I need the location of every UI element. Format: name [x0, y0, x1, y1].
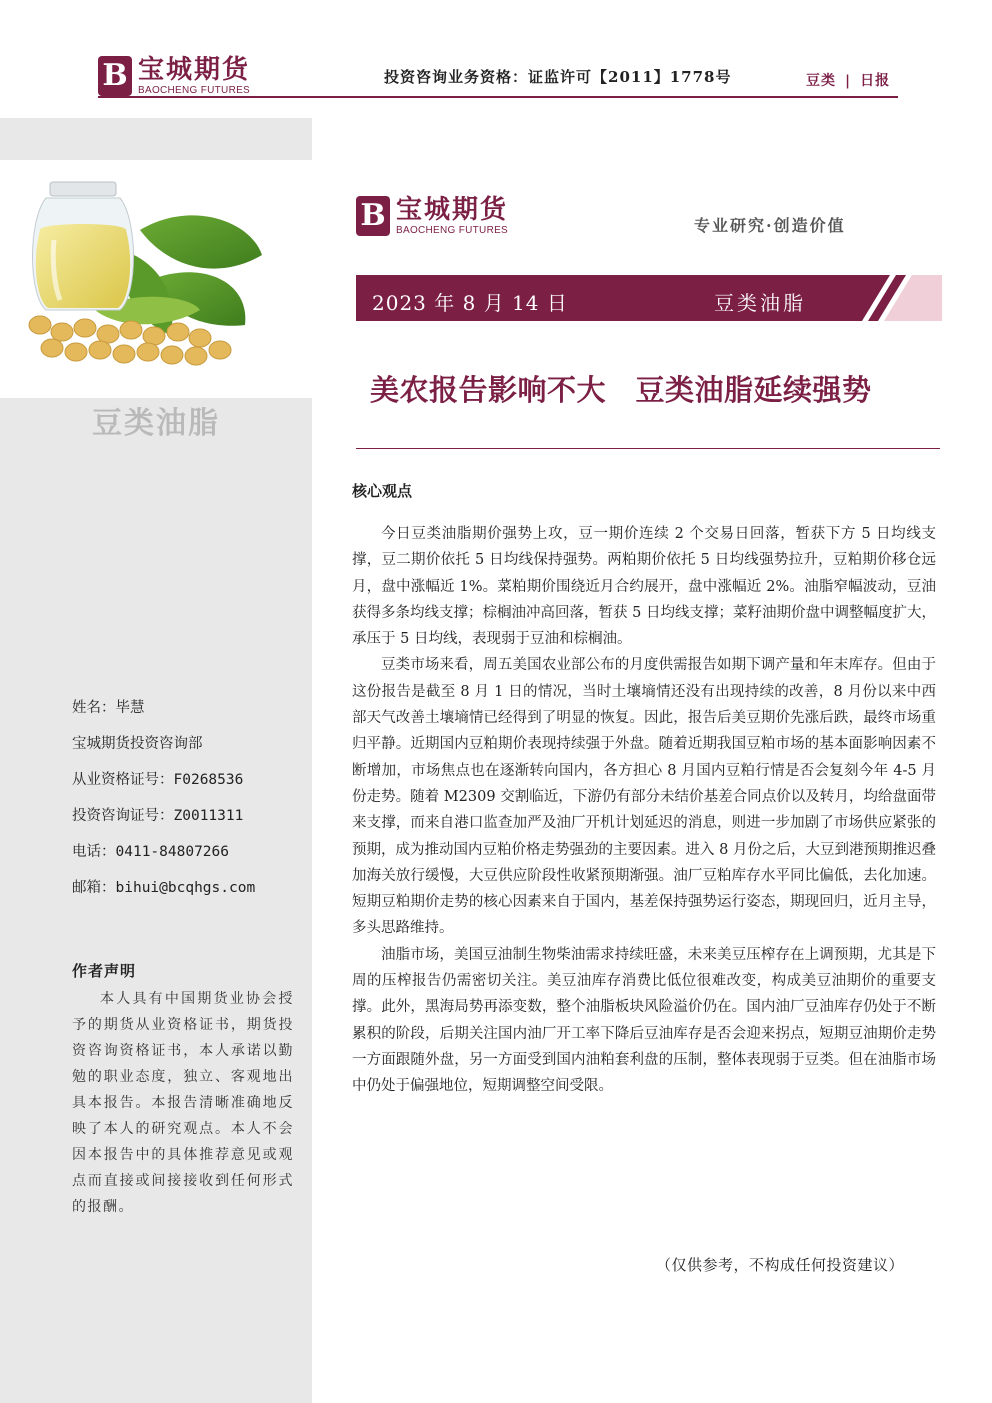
report-brand-cn: 宝城期货 — [396, 194, 509, 225]
header-logo — [98, 56, 250, 96]
report-logo-text — [396, 194, 509, 236]
sidebar-hero-image — [0, 160, 312, 398]
tag-separator: | — [845, 73, 852, 89]
report-tags — [806, 70, 890, 90]
declaration-body: 本人具有中国期货业协会授予的期货从业资格证书，期货投资咨询资格证书，本人承诺以勤勉的职业态度，独立、客观地出具本报告。本报告清晰准确地反映了本人的研究观点。本人不会因本报告中的具体推荐意见或观点而直接或间接接收到任何形式的报酬。 — [72, 991, 294, 1215]
brand-slogan: 专业研究·创造价值 — [694, 216, 846, 235]
analyst-department: 宝城期货投资咨询部 — [72, 736, 203, 752]
header-brand-cn: 宝城期货 — [138, 54, 251, 85]
report-logo-b-icon: B — [356, 196, 390, 236]
report-category: 豆类油脂 — [714, 291, 806, 315]
report-title: 美农报告影响不大 豆类油脂延续强势 — [370, 373, 872, 407]
sidebar-section-title: 豆类油脂 — [92, 406, 220, 441]
tag-frequency: 日报 — [860, 73, 891, 89]
logo-b-icon: B — [98, 56, 132, 96]
analyst-phone: 电话：0411-84807266 — [72, 844, 229, 860]
report-brand-en: BAOCHENG FUTURES — [396, 224, 509, 236]
analyst-license: 从业资格证号：F0268536 — [72, 772, 244, 788]
analyst-email: 邮箱：bihui@bcqhgs.com — [72, 880, 256, 896]
soy-oil-illustration — [0, 160, 312, 398]
analyst-advisory-license: 投资咨询证号：Z0011311 — [72, 808, 244, 824]
core-view-heading: 核心观点 — [352, 482, 413, 500]
report-date: 2023 年 8 月 14 日 — [372, 291, 568, 315]
body-paragraph-2: 豆类市场来看，周五美国农业部公布的月度供需报告如期下调产量和年末库存。但由于这份报告是截至 8 月 1 日的情况，当时土壤墒情还没有出现持续的改善，8 月份以来中西部天气改善土壤墒情已经得到了明显的恢复。因此，报告后美豆期价先涨后跌，最终市场重归平静。近期国内豆粕期价表现持续强于外盘。随着近期我国豆粕市场的基本面影响因素不断增加，市场焦点也在逐渐转向国内，各方担心 8 月国内豆粕行情是否会复刻今年 4-5 月份走势。随着 M2309 交割临近，下游仍有部分未结价基差合同点价以及转月，均给盘面带来支撑，而来自港口监查加严及油厂开机计划延迟的消息，则进一步加剧了市场供应紧张的预期，成为推动国内豆粕价格走势强劲的主要因素。进入 8 月份之后，大豆到港预期推迟叠加海关放行缓慢，大豆供应阶段性收紧预期渐强。油厂豆粕库存水平同比偏低，去化加速。短期豆粕期价走势的核心因素来自于国内，基差保持强势运行姿态，期现回归，近月主导，多头思路维持。 — [352, 657, 936, 937]
header-divider — [98, 96, 898, 98]
analyst-contact — [72, 690, 255, 906]
header-logo-text — [138, 54, 251, 96]
tag-category: 豆类 — [806, 73, 836, 89]
report-body — [352, 521, 936, 1100]
report-logo — [356, 196, 508, 236]
declaration-heading: 作者声明 — [72, 962, 137, 980]
body-paragraph-3: 油脂市场，美国豆油制生物柴油需求持续旺盛，未来美豆压榨存在上调预期，尤其是下周的压榨报告仍需密切关注。美豆油库存消费比低位很难改变，构成美豆油期价的重要支撑。此外，黑海局势再添变数，整个油脂板块风险溢价仍在。国内油厂豆油库存仍处于不断累积的阶段，后期关注国内油厂开工率下降后豆油库存是否会迎来拐点，短期豆油期价走势一方面跟随外盘，另一方面受到国内油粕套利盘的压制，整体表现弱于豆类。但在油脂市场中仍处于偏强地位，短期调整空间受限。 — [352, 946, 936, 1095]
qualification-text: 投资咨询业务资格：证监许可【2011】1778号 — [384, 68, 732, 86]
title-divider — [356, 448, 940, 449]
disclaimer: （仅供参考，不构成任何投资建议） — [656, 1256, 905, 1274]
analyst-name: 姓名：毕慧 — [72, 700, 145, 716]
header-brand-en: BAOCHENG FUTURES — [138, 84, 251, 96]
banner-stripes — [850, 275, 942, 321]
body-paragraph-1: 今日豆类油脂期价强势上攻，豆一期价连续 2 个交易日回落，暂获下方 5 日均线支撑，豆二期价依托 5 日均线保持强势。两粕期价依托 5 日均线强势拉升，豆粕期价移仓远月，盘中涨幅近 1%。菜粕期价围绕近月合约展开，盘中涨幅近 2%。油脂窄幅波动，豆油获得多条均线支撑；棕榈油冲高回落，暂获 5 日均线支撑；菜籽油期价盘中调整幅度扩大，承压于 5 日均线，表现弱于豆油和棕榈油。 — [352, 526, 936, 648]
